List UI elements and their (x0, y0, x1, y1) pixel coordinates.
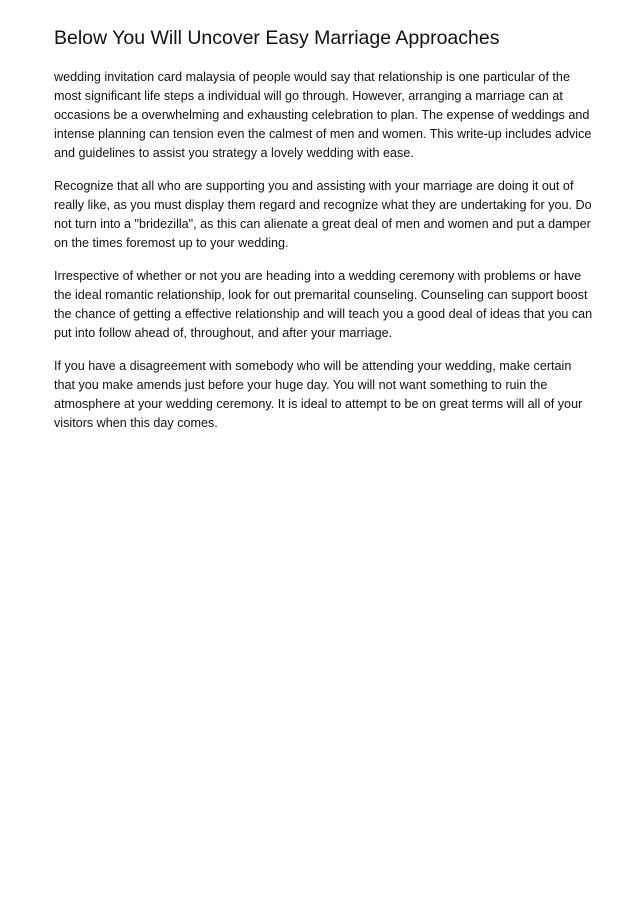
paragraph-2: Recognize that all who are supporting you and assisting with your marriage are doing it out of really like, as you must display them regard and recognize what they are undertaking for you. Do not turn into a "bridezilla", as this can alienate a great deal of men and women and put a damper on the times foremost up to your wedding. (54, 179, 592, 250)
document-title: Below You Will Uncover Easy Marriage Approaches (54, 27, 500, 49)
paragraph-1: wedding invitation card malaysia of people would say that relationship is one particular of the most significant life steps a individual will go through. However, arranging a marriage can at occasions be a overwhelming and exhausting celebration to plan. The expense of weddings and intense planning can tension even the calmest of men and women. This write-up includes advice and guidelines to assist you strategy a lovely wedding with ease. (54, 70, 592, 160)
paragraph-4: If you have a disagreement with somebody who will be attending your wedding, make certain that you make amends just before your huge day. You will not want something to ruin the atmosphere at your wedding ceremony. It is ideal to attempt to be on great terms will all of your visitors when this day comes. (54, 359, 583, 430)
document-page (54, 24, 594, 447)
paragraph-3: Irrespective of whether or not you are heading into a wedding ceremony with problems or have the ideal romantic relationship, look for out premarital counseling. Counseling can support boost the chance of getting a effective relationship and will teach you a good deal of ideas that you can put into follow ahead of, throughout, and after your marriage. (54, 269, 593, 340)
